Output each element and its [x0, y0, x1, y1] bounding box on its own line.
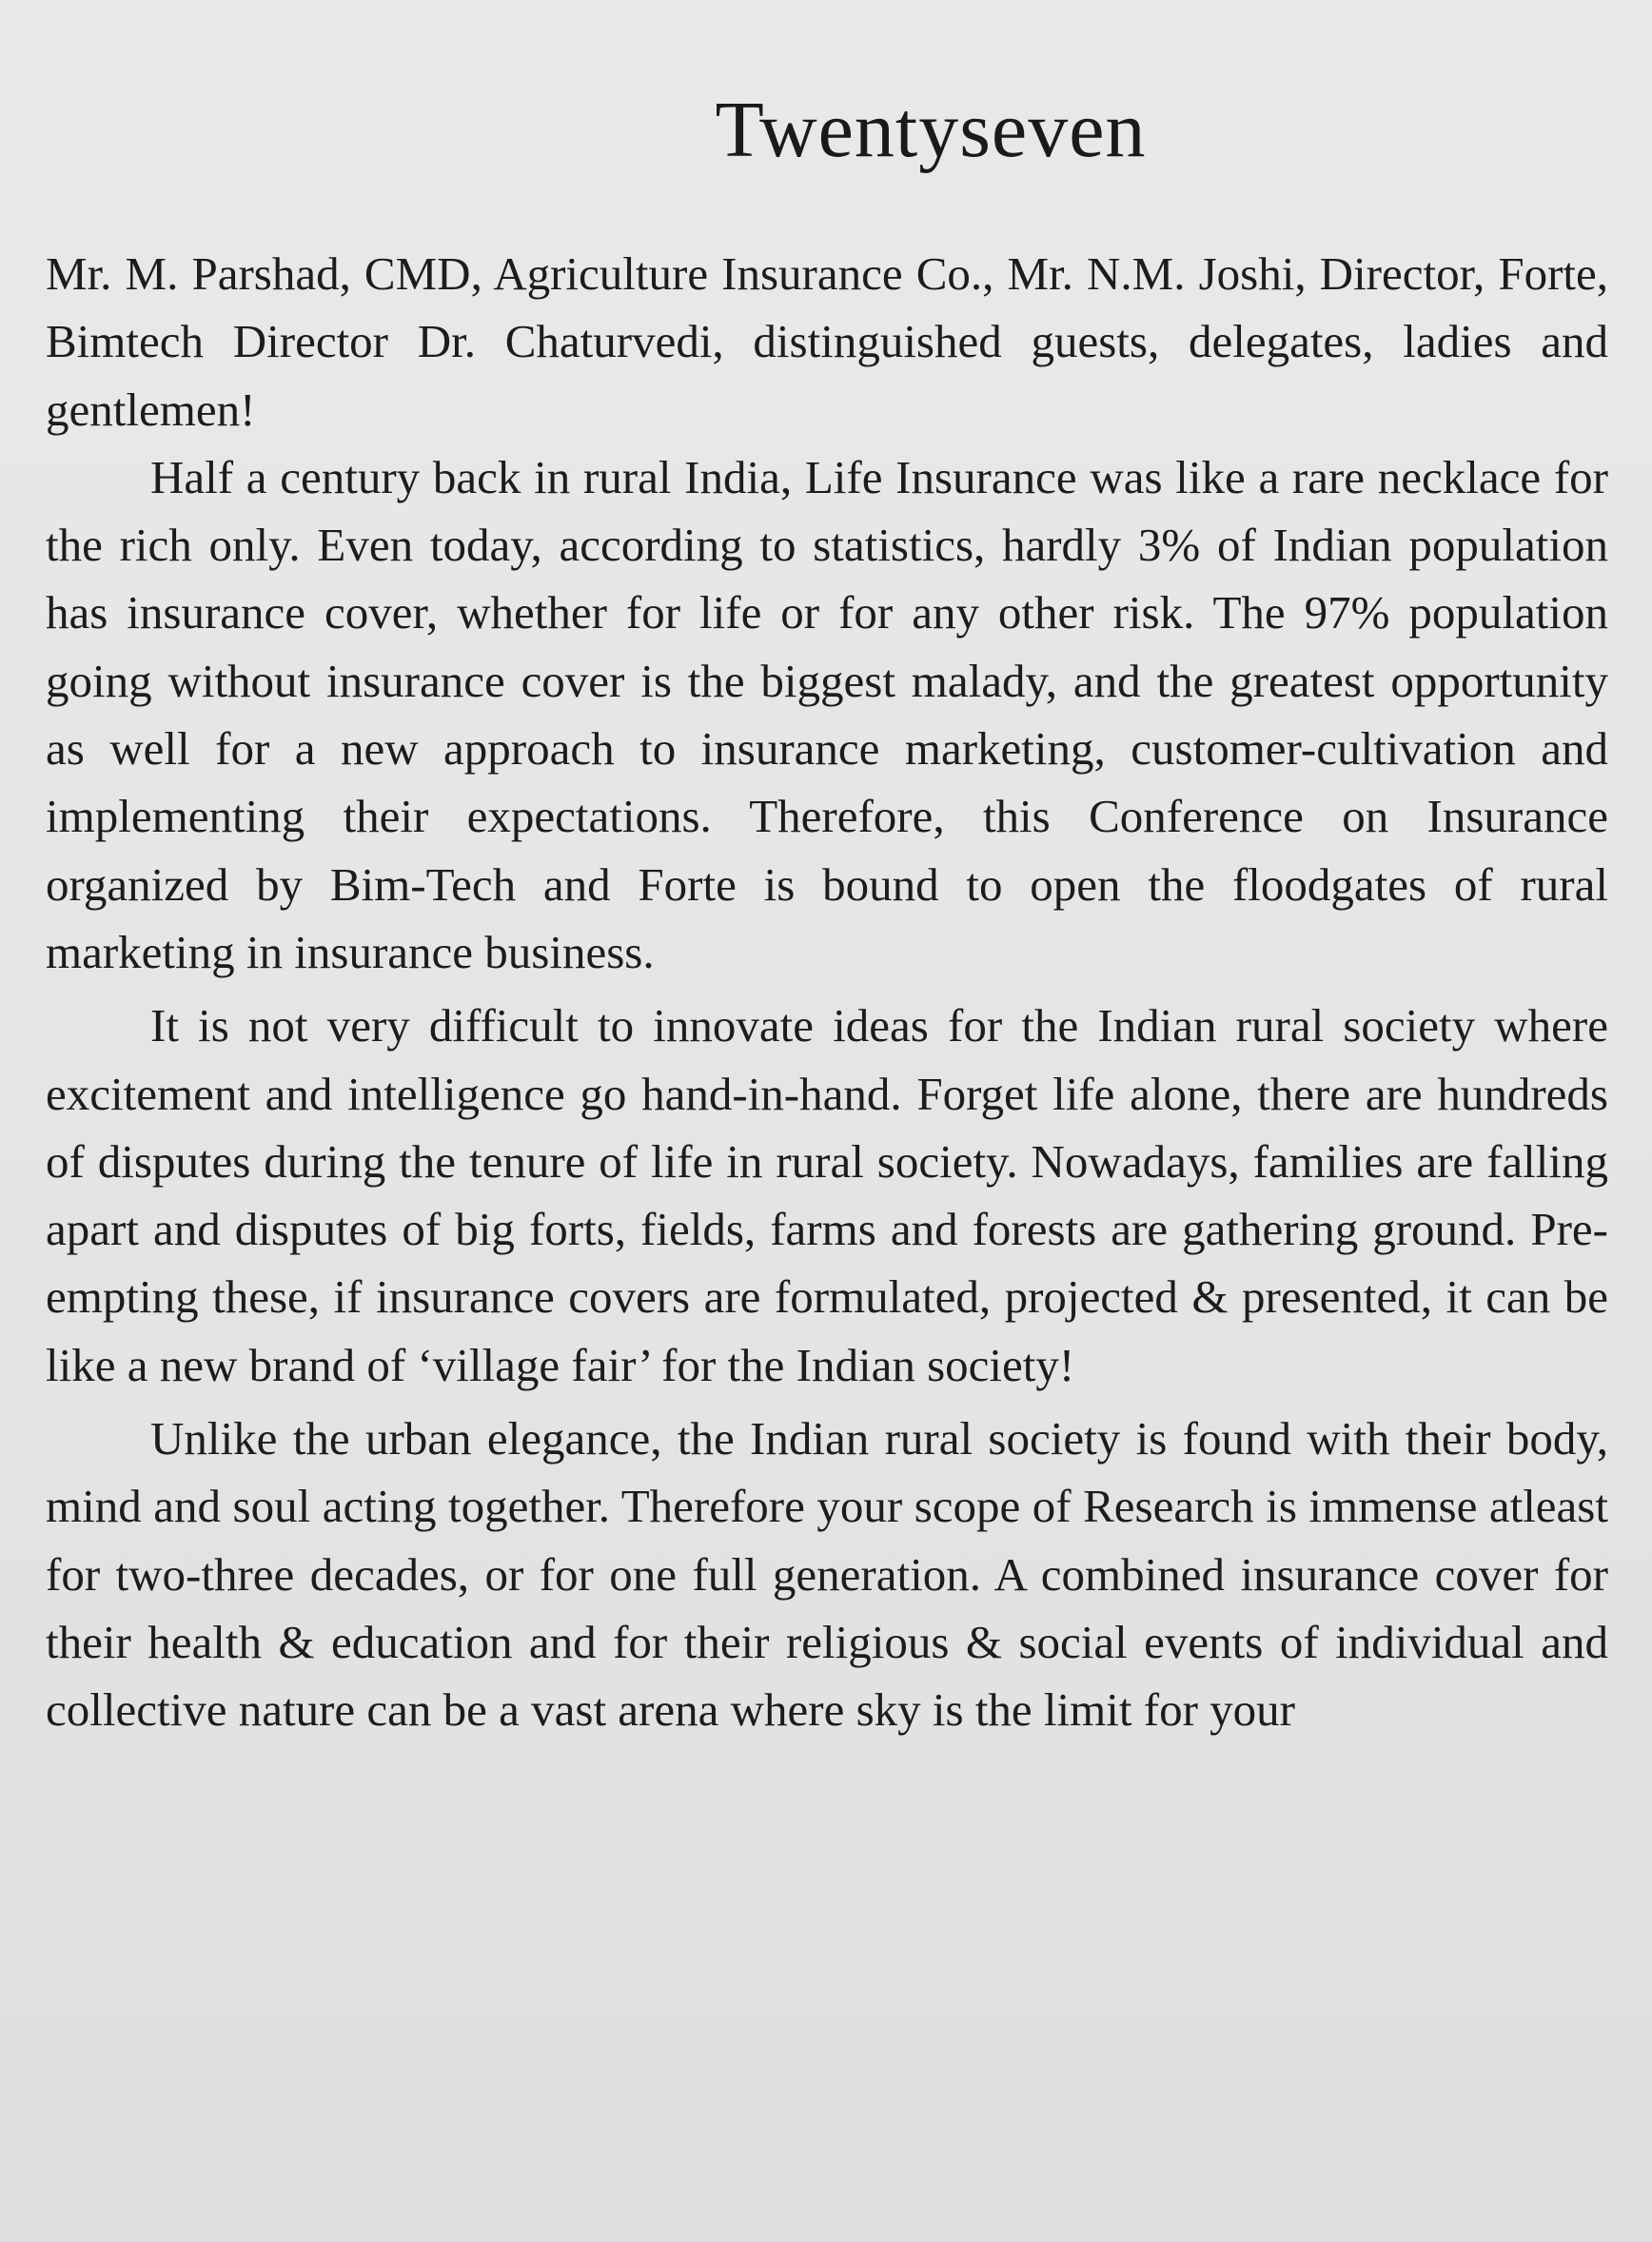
- paragraph-salutation: Mr. M. Parshad, CMD, Agriculture Insurance Co., Mr. N.M. Joshi, Director, Forte, Bimtech Director Dr. Chaturvedi, distinguished guests, delegates, ladies and gentlemen!: [46, 247, 1608, 436]
- paragraph-rural-innovation: It is not very difficult to innovate ideas for the Indian rural society where excitement and intelligence go hand-in-hand. Forget life alone, there are hundreds of disputes during the tenure of life in rural society. Nowadays, families are falling apart and disputes of big forts, fields, farms and forests are gathering ground. Pre-empting these, if insurance covers are formulated, projected & presented, it can be like a new brand of ‘village fair’ for the Indian society!: [46, 999, 1608, 1391]
- paragraph-rural-society-research: Unlike the urban elegance, the Indian rural society is found with their body, mind and soul acting together. Therefore your scope of Research is immense atleast for two-three decades, or for one full generation. A combined insurance cover for their health & education and for their religious & social events of individual and collective nature can be a vast arena where sky is the limit for your: [46, 1412, 1608, 1737]
- paragraph-insurance-coverage: Half a century back in rural India, Life Insurance was like a rare necklace for the rich only. Even today, according to statistics, hardly 3% of Indian population has insurance cover, whether for life or for any other risk. The 97% population going without insurance cover is the biggest malady, and the greatest opportunity as well for a new approach to insurance marketing, customer-cultivation and implementing their expectations. Therefore, this Conference on Insurance organized by Bim-Tech and Forte is bound to open the floodgates of rural marketing in insurance business.: [46, 450, 1608, 978]
- chapter-title: Twentyseven: [715, 86, 1147, 174]
- body-text: [46, 240, 1608, 1744]
